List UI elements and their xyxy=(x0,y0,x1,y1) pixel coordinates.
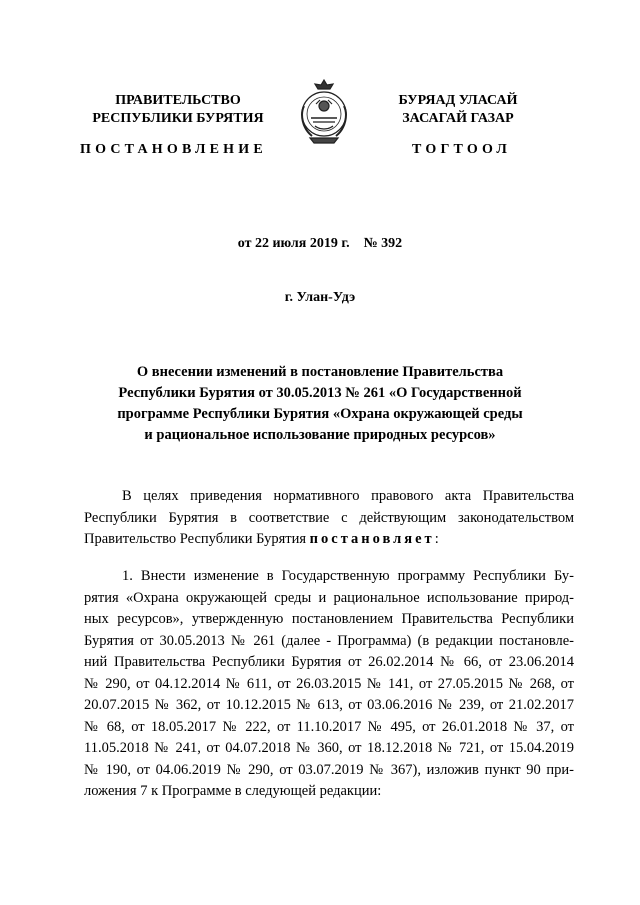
title-line: и рациональное использование природных ресурсов» xyxy=(144,427,496,443)
preamble-line xyxy=(84,529,574,551)
preamble-suffix: : xyxy=(434,531,439,547)
doc-type-bxr: ТОГТООЛ xyxy=(412,142,512,157)
document-title xyxy=(110,362,530,446)
item-1-line: ложения 7 к Программе в следующей редакции: xyxy=(84,783,382,799)
title-line: Республики Бурятия от 30.05.2013 № 261 «О Государственной xyxy=(118,385,522,401)
preamble-prefix: Правительство Республики Бурятия xyxy=(84,531,310,547)
preamble-line: В целях приведения нормативного правового акта Правительства xyxy=(122,488,574,504)
item-1-line: ний Правительства Республики Бурятия от 26.02.2014 № 66, от 23.06.2014 xyxy=(84,654,574,670)
preamble-line: Республики Бурятия в соответствие с действующим законодательством xyxy=(84,509,574,526)
title-line: программе Республики Бурятия «Охрана окружающей среды xyxy=(117,406,523,422)
resolves-word: постановляет xyxy=(309,531,435,547)
government-title-bxr-line1: БУРЯАД УЛАСАЙ xyxy=(398,93,518,108)
government-title-ru-line2: РЕСПУБЛИКИ БУРЯТИЯ xyxy=(92,111,264,126)
item-1 xyxy=(84,566,574,803)
item-1-line: № 68, от 18.05.2017 № 222, от 11.10.2017 № 495, от 26.01.2018 № 37, от xyxy=(84,718,574,735)
item-1-line: № 190, от 04.06.2019 № 290, от 03.07.2019 № 367), изложив пункт 90 при- xyxy=(84,761,574,778)
government-title-ru-line1: ПРАВИТЕЛЬСТВО xyxy=(115,93,241,108)
coat-of-arms-icon xyxy=(296,76,352,146)
item-1-line: № 290, от 04.12.2014 № 611, от 26.03.2015 № 141, от 27.05.2015 № 268, от xyxy=(84,675,574,692)
item-1-line: 20.07.2015 № 362, от 10.12.2015 № 613, от 03.06.2016 № 239, от 21.02.2017 xyxy=(84,697,574,713)
date-number: от 22 июля 2019 г. № 392 xyxy=(237,236,403,251)
item-1-line: Бурятия от 30.05.2013 № 261 (далее - Программа) (в редакции постановле- xyxy=(84,632,574,649)
title-line: О внесении изменений в постановление Правительства xyxy=(136,364,504,380)
item-1-line: 1. Внести изменение в Государственную программу Республики Бу- xyxy=(122,568,574,584)
government-title-bxr xyxy=(368,92,548,128)
item-1-line: ных ресурсов», утвержденную постановлением Правительства Республики xyxy=(84,611,574,627)
preamble xyxy=(84,486,574,551)
item-1-line: рятия «Охрана окружающей среды и рациональное использование природ- xyxy=(84,589,574,606)
government-title-ru xyxy=(78,92,278,128)
doc-type-ru: ПОСТАНОВЛЕНИЕ xyxy=(80,142,267,157)
government-title-bxr-line2: ЗАСАГАЙ ГАЗАР xyxy=(402,111,514,126)
item-1-line: 11.05.2018 № 241, от 04.07.2018 № 360, от 18.12.2018 № 721, от 15.04.2019 xyxy=(84,740,574,756)
city: г. Улан-Удэ xyxy=(284,290,356,305)
